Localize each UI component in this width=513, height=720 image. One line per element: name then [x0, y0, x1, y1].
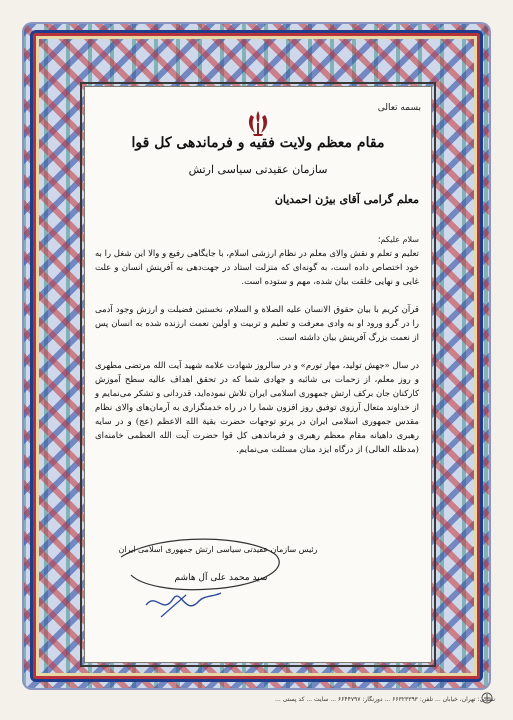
organization-subtitle: سازمان عقیدتی سیاسی ارتش	[188, 163, 328, 176]
body-paragraph: تعلیم و تعلم و نقش والای معلم در نظام ارزشی اسلام، با جایگاهی رفیع و والا این شغل را به خود اختصاص داده است، به گونه‌ای که منزلت استاد در جهت‌دهی به آفرینش انسان و علت غایی و نهایی خلقت بیان شده، مهم و ستوده است.	[95, 249, 419, 287]
salutation: سلام علیکم؛	[377, 235, 419, 244]
institution-title: مقام معظم ولایت فقیه و فرماندهی کل قوا	[131, 135, 385, 151]
body-paragraph: در سال «جهش تولید، مهار تورم» و در سالروز شهادت علامه شهید آیت الله مرتضی مطهری و روز معلم، از زحمات بی شائبه و جهادی شما که در تحقق اهداف عالیه سطح آموزش کارکنان جان برکف ارتش جمهوری اسلامی ایران تلاش نموده‌اید، قدردانی و تشکر می‌نمایم و از خداوند متعال آرزوی توفیق روز افزون شما را در راه خدمتگزاری به آرمان‌های والای نظام مقدس جمهوری اسلامی ایران در پرتو توجهات حضرت بقیة الله الاعظم (عج) و در سایه رهبری داهیانه مقام معظم رهبری و فرماندهی کل قوا حضرت آیت الله العظمی خامنه‌ای (مدظله العالی) از درگاه ایزد منان مسئلت می‌نمایم.	[95, 361, 419, 455]
signature-name: سید محمد علی آل هاشم	[174, 573, 268, 583]
bismillah-text: بسمه تعالی	[377, 103, 421, 113]
iran-emblem-icon	[245, 109, 271, 137]
certificate-paper	[84, 86, 432, 663]
body-paragraph: قرآن کریم با بیان حقوق الانسان علیه الصلاة و السلام، نخستین فضیلت و ارزش وجود آدمی را در گرو ورود او به وادی معرفت و تعلیم و تربیت و اولین نعمت ارزنده شده به انسان پس از نعمت بزرگ آفرینش بیان داشته است.	[95, 305, 419, 343]
letter-body	[95, 247, 419, 471]
footer-address: نشانی: تهران، خیابان ... تلفن: ۶۶۳۲۳۳۹۳ ... دورنگار: ۶۶۴۴۷۹۷ ... سایت ... کد پستی ...	[275, 696, 495, 703]
signature-title: رئیس سازمان عقیدتی سیاسی ارتش جمهوری اسلامی ایران	[118, 545, 318, 554]
recipient-line: معلم گرامی آقای بیژن احمدیان	[274, 193, 419, 206]
